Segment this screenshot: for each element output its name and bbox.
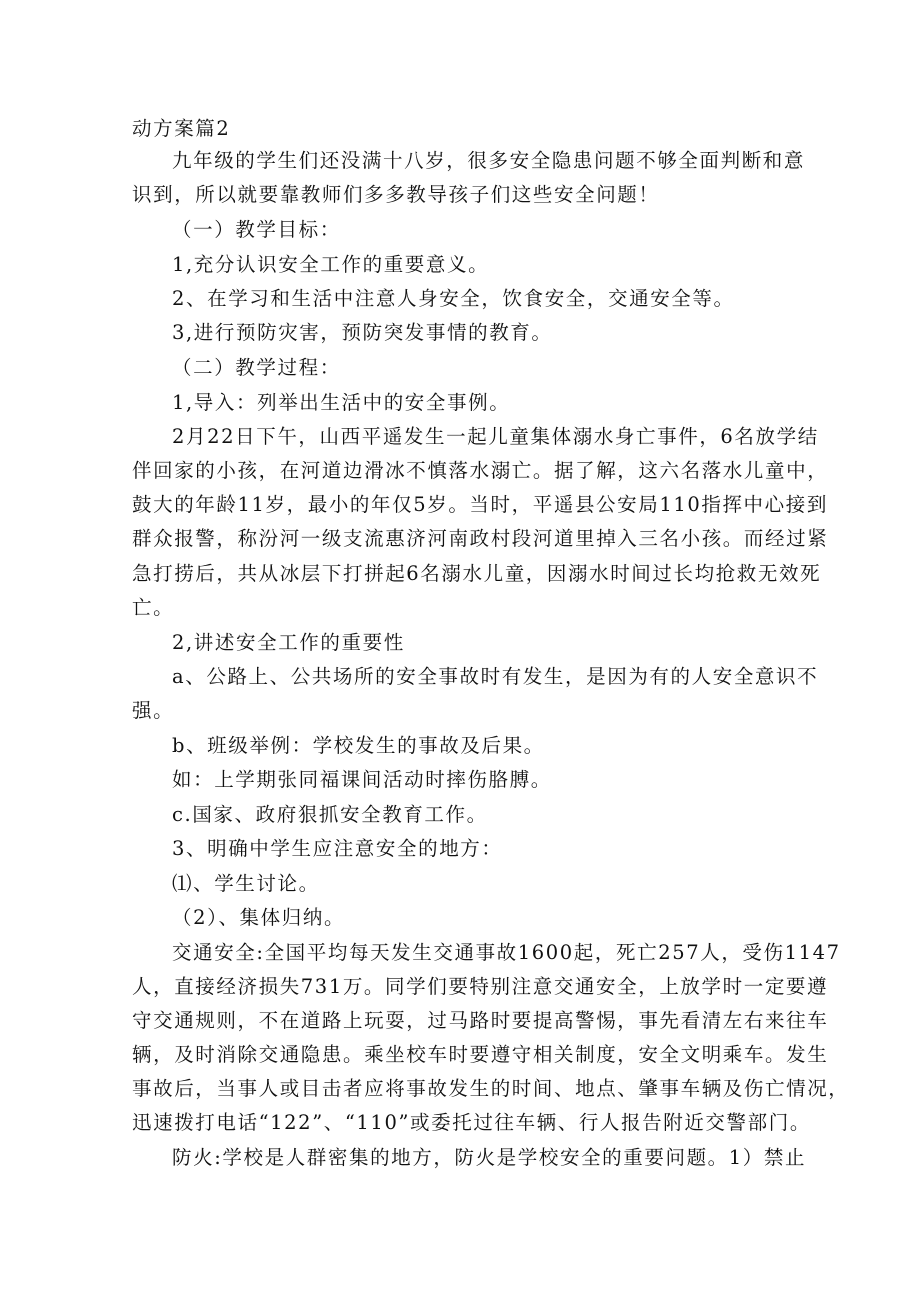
paragraph-line: 急打捞后，共从冰层下打拼起6名溺水儿童，因溺水时间过长均抢救无效死 [132, 562, 822, 585]
list-item: c.国家、政府狠抓安全教育工作。 [172, 803, 488, 826]
list-item: 1,导入：列举出生活中的安全事例。 [172, 391, 511, 414]
list-item: 3,进行预防灾害，预防突发事情的教育。 [172, 321, 553, 344]
list-item: 如：上学期张同福课间活动时摔伤胳膊。 [172, 768, 552, 791]
paragraph-line: 守交通规则，不在道路上玩耍，过马路时要提高警惕，事先看清左右来往车 [132, 1009, 829, 1032]
paragraph-line: 2月22日下午，山西平遥发生一起儿童集体溺水身亡事件，6名放学结 [172, 425, 819, 448]
paragraph-line: 防火:学校是人群密集的地方，防火是学校安全的重要问题。1）禁止 [172, 1146, 807, 1169]
list-item: 2,讲述安全工作的重要性 [172, 631, 405, 654]
paragraph-line: 伴回家的小孩，在河道边滑冰不慎落水溺亡。据了解，这六名落水儿童中， [132, 459, 829, 482]
section-heading: 动方案篇2 [132, 117, 231, 140]
paragraph-line: 鼓大的年龄11岁，最小的年仅5岁。当时，平遥县公安局110指挥中心接到 [132, 493, 828, 516]
paragraph-line: a、公路上、公共场所的安全事故时有发生，是因为有的人安全意识不 [172, 665, 819, 688]
paragraph-line: 辆，及时消除交通隐患。乘坐校车时要遵守相关制度，安全文明乘车。发生 [132, 1043, 829, 1066]
paragraph-line: 迅速拨打电话“122”、“110”或委托过往车辆、行人报告附近交警部门。 [132, 1111, 811, 1134]
list-item: 2、在学习和生活中注意人身安全，饮食安全，交通安全等。 [172, 287, 735, 310]
paragraph-line: 亡。 [132, 596, 175, 619]
paragraph-line: 群众报警，称汾河一级支流惠济河南政村段河道里掉入三名小孩。而经过紧 [132, 527, 829, 550]
subheading: （一）教学目标： [172, 218, 341, 241]
paragraph-line: 交通安全:全国平均每天发生交通事故1600起，死亡257人，受伤1147 [172, 941, 841, 964]
list-item: b、班级举例：学校发生的事故及后果。 [172, 734, 545, 757]
list-item: 3、明确中学生应注意安全的地方： [172, 837, 503, 860]
paragraph-line: 识到，所以就要靠教师们多多教导孩子们这些安全问题！ [132, 183, 660, 206]
list-item: ⑴、学生讨论。 [172, 872, 320, 895]
paragraph-line: 人，直接经济损失731万。同学们要特别注意交通安全，上放学时一定要遵 [132, 975, 829, 998]
paragraph-line: 事故后，当事人或目击者应将事故发生的时间、地点、肇事车辆及伤亡情况， [132, 1077, 850, 1100]
paragraph-line: 九年级的学生们还没满十八岁，很多安全隐患问题不够全面判断和意 [172, 149, 806, 172]
list-item: （2）、集体归纳。 [172, 906, 346, 929]
subheading: （二）教学过程： [172, 356, 341, 379]
paragraph-line: 强。 [132, 699, 175, 722]
list-item: 1,充分认识安全工作的重要意义。 [172, 253, 490, 276]
